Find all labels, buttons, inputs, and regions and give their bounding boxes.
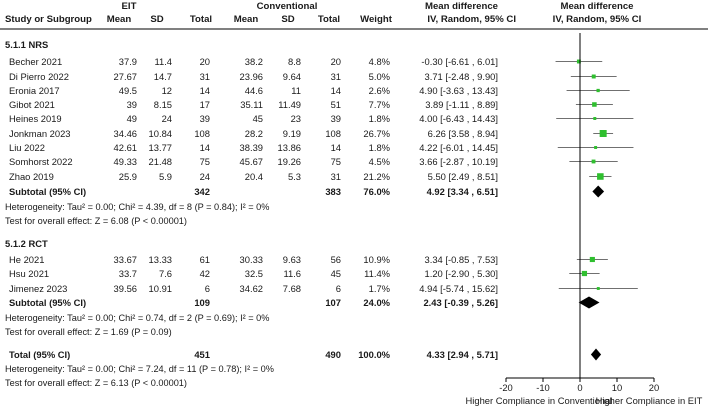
- study-weight: 1.8%: [368, 113, 390, 124]
- conv-sd: 23: [290, 113, 301, 124]
- study-weight: 2.6%: [368, 85, 390, 96]
- study-ci: -0.30 [-6.61 , 6.01]: [421, 56, 498, 67]
- conv-sd: 11.49: [278, 99, 301, 110]
- header-weight: Weight: [360, 14, 392, 25]
- study-weight: 10.9%: [363, 254, 390, 265]
- conv-total: 39: [330, 113, 341, 124]
- eit-total: 17: [199, 99, 210, 110]
- header-study: Study or Subgroup: [5, 14, 92, 25]
- table-row: [9, 156, 498, 167]
- summary-conv-total: 107: [325, 297, 341, 308]
- study-weight: 5.0%: [368, 71, 390, 82]
- conv-sd: 8.8: [287, 56, 301, 67]
- study-ci: 5.50 [2.49 , 8.51]: [427, 171, 498, 182]
- conv-mean: 45: [252, 113, 263, 124]
- summary-label: Total (95% CI): [9, 349, 71, 360]
- study-name: Gibot 2021: [9, 99, 55, 110]
- header-sd-1: SD: [150, 14, 164, 25]
- table-row: [9, 85, 498, 96]
- eit-mean: 34.46: [113, 128, 137, 139]
- summary-eit-total: 109: [194, 297, 210, 308]
- eit-sd: 8.15: [153, 99, 172, 110]
- conv-sd: 9.63: [282, 254, 301, 265]
- conv-mean: 28.2: [244, 128, 263, 139]
- study-weight: 26.7%: [363, 128, 390, 139]
- effect-marker: [590, 257, 595, 262]
- eit-sd: 12: [161, 85, 172, 96]
- study-name: Somhorst 2022: [9, 156, 73, 167]
- conv-sd: 11.6: [283, 268, 301, 279]
- x-tick-label: 10: [611, 382, 623, 393]
- study-ci: 4.94 [-5.74 , 15.62]: [419, 283, 498, 294]
- table-row: [9, 71, 498, 82]
- subgroup-title: 5.1.2 RCT: [5, 238, 48, 249]
- eit-mean: 25.9: [118, 171, 137, 182]
- x-tick-label: -10: [536, 382, 550, 393]
- summary-weight: 24.0%: [363, 297, 390, 308]
- table-row: [9, 171, 498, 182]
- study-ci: 3.89 [-1.11 , 8.89]: [425, 99, 498, 110]
- study-weight: 11.4%: [364, 268, 390, 279]
- conv-mean: 32.5: [244, 268, 263, 279]
- eit-sd: 13.77: [148, 142, 172, 153]
- conv-mean: 44.6: [244, 85, 263, 96]
- header-md-sub-left: IV, Random, 95% CI: [427, 14, 516, 25]
- eit-sd: 7.6: [158, 268, 172, 279]
- heterogeneity-note: Heterogeneity: Tau² = 0.00; Chi² = 0.74, df = 2 (P = 0.69); I² = 0%: [5, 313, 270, 323]
- eit-mean: 49.5: [118, 85, 137, 96]
- subtotal-row: [9, 186, 498, 197]
- header-group1: EIT: [121, 1, 137, 12]
- eit-mean: 27.67: [113, 71, 137, 82]
- x-axis: [466, 33, 703, 406]
- effect-marker: [592, 160, 596, 164]
- study-rows: [5, 39, 498, 388]
- conv-total: 6: [335, 283, 341, 294]
- study-name: Zhao 2019: [9, 171, 54, 182]
- conv-sd: 9.19: [282, 128, 301, 139]
- conv-total: 108: [325, 128, 341, 139]
- table-row: [9, 142, 498, 153]
- conv-total: 14: [330, 85, 341, 96]
- table-row: [9, 128, 498, 139]
- eit-sd: 21.48: [148, 156, 172, 167]
- summary-diamond: [592, 186, 604, 198]
- conv-total: 20: [330, 56, 341, 67]
- summary-ci: 2.43 [-0.39 , 5.26]: [423, 297, 498, 308]
- eit-sd: 24: [161, 113, 172, 124]
- effect-marker: [597, 287, 600, 290]
- table-row: [9, 113, 498, 124]
- overall-effect-note: Test for overall effect: Z = 6.08 (P < 0.00001): [5, 216, 187, 226]
- effect-marker: [594, 146, 597, 149]
- subtotal-row: [9, 297, 498, 308]
- eit-mean: 33.7: [118, 268, 137, 279]
- header-md-title-left: Mean difference: [424, 1, 498, 12]
- eit-total: 14: [199, 142, 210, 153]
- eit-sd: 13.33: [148, 254, 172, 265]
- study-name: Heines 2019: [9, 113, 62, 124]
- eit-sd: 10.84: [148, 128, 172, 139]
- conv-sd: 9.64: [282, 71, 301, 82]
- table-row: [9, 268, 498, 279]
- study-weight: 1.8%: [368, 142, 390, 153]
- study-name: Jimenez 2023: [9, 283, 68, 294]
- conv-mean: 38.39: [239, 142, 263, 153]
- study-ci: 4.22 [-6.01 , 14.45]: [419, 142, 498, 153]
- conv-sd: 5.3: [287, 171, 301, 182]
- conv-mean: 38.2: [244, 56, 263, 67]
- summary-label: Subtotal (95% CI): [9, 186, 87, 197]
- eit-sd: 10.91: [148, 283, 172, 294]
- table-row: [9, 56, 498, 67]
- study-ci: 1.20 [-2.90 , 5.30]: [424, 268, 498, 279]
- eit-sd: 14.7: [153, 71, 172, 82]
- eit-mean: 42.61: [113, 142, 137, 153]
- summary-conv-total: 490: [325, 349, 341, 360]
- study-weight: 4.5%: [368, 156, 390, 167]
- eit-mean: 39.56: [113, 283, 137, 294]
- conv-mean: 34.62: [239, 283, 263, 294]
- eit-total: 14: [199, 85, 210, 96]
- conv-total: 75: [330, 156, 341, 167]
- study-ci: 4.90 [-3.63 , 13.43]: [419, 85, 498, 96]
- header-sd-2: SD: [281, 14, 295, 25]
- effect-marker: [592, 102, 597, 107]
- summary-conv-total: 383: [325, 186, 341, 197]
- effect-marker: [596, 89, 599, 92]
- conv-sd: 13.86: [277, 142, 301, 153]
- study-weight: 21.2%: [363, 171, 390, 182]
- eit-total: 24: [199, 171, 210, 182]
- conv-mean: 30.33: [239, 254, 263, 265]
- effect-marker: [600, 130, 607, 137]
- table-row: [9, 283, 498, 294]
- header-total-1: Total: [189, 14, 213, 25]
- eit-total: 39: [199, 113, 210, 124]
- header-mean-2: Mean: [233, 14, 259, 25]
- heterogeneity-note: Heterogeneity: Tau² = 0.00; Chi² = 4.39, df = 8 (P = 0.84); I² = 0%: [5, 202, 270, 212]
- summary-ci: 4.92 [3.34 , 6.51]: [426, 186, 498, 197]
- study-ci: 3.66 [-2.87 , 10.19]: [419, 156, 498, 167]
- conv-mean: 23.96: [239, 71, 263, 82]
- study-ci: 3.71 [-2.48 , 9.90]: [424, 71, 498, 82]
- study-name: Eronia 2017: [9, 85, 60, 96]
- conv-total: 51: [330, 99, 341, 110]
- eit-sd: 5.9: [158, 171, 172, 182]
- summary-weight: 100.0%: [358, 349, 390, 360]
- eit-mean: 39: [126, 99, 137, 110]
- header-group2: Conventional: [256, 1, 318, 12]
- x-tick-label: -20: [499, 382, 513, 393]
- subgroup-title: 5.1.1 NRS: [5, 39, 49, 50]
- x-tick-label: 0: [577, 382, 583, 393]
- summary-eit-total: 342: [194, 186, 210, 197]
- conv-sd: 11: [291, 85, 301, 96]
- eit-mean: 33.67: [113, 254, 137, 265]
- summary-diamond: [591, 349, 601, 361]
- eit-total: 6: [204, 283, 210, 294]
- study-name: Liu 2022: [9, 142, 45, 153]
- plot-marks: [556, 60, 638, 361]
- table-row: [9, 254, 498, 265]
- x-tick-label: 20: [648, 382, 660, 393]
- eit-mean: 49: [126, 113, 137, 124]
- study-name: Becher 2021: [9, 56, 63, 67]
- study-name: Jonkman 2023: [9, 128, 71, 139]
- eit-total: 31: [199, 71, 210, 82]
- summary-eit-total: 451: [194, 349, 210, 360]
- x-label-left: Higher Compliance in Conventional: [465, 395, 613, 406]
- header-total-2: Total: [317, 14, 341, 25]
- conv-mean: 20.4: [244, 171, 263, 182]
- study-name: Di Pierro 2022: [9, 71, 69, 82]
- effect-marker: [592, 75, 596, 79]
- eit-mean: 49.33: [113, 156, 137, 167]
- effect-marker: [597, 173, 604, 180]
- summary-weight: 76.0%: [363, 186, 390, 197]
- conv-sd: 19.26: [277, 156, 301, 167]
- eit-total: 42: [199, 268, 210, 279]
- header-md-title-right: Mean difference: [560, 1, 634, 12]
- eit-mean: 37.9: [118, 56, 137, 67]
- conv-total: 31: [330, 171, 341, 182]
- eit-total: 108: [194, 128, 210, 139]
- conv-total: 14: [330, 142, 341, 153]
- study-ci: 6.26 [3.58 , 8.94]: [427, 128, 498, 139]
- effect-marker: [582, 271, 587, 276]
- conv-mean: 45.67: [239, 156, 263, 167]
- study-ci: 3.34 [-0.85 , 7.53]: [424, 254, 498, 265]
- total-heterogeneity-note: Heterogeneity: Tau² = 0.00; Chi² = 7.24, df = 11 (P = 0.78); I² = 0%: [5, 364, 274, 374]
- total-row: [9, 349, 498, 360]
- eit-total: 75: [199, 156, 210, 167]
- conv-total: 45: [330, 268, 341, 279]
- header-mean-1: Mean: [106, 14, 132, 25]
- study-weight: 7.7%: [368, 99, 390, 110]
- table-header: [5, 1, 642, 25]
- conv-sd: 7.68: [282, 283, 301, 294]
- eit-total: 20: [199, 56, 210, 67]
- study-weight: 4.8%: [368, 56, 390, 67]
- eit-sd: 11.4: [154, 56, 172, 67]
- conv-total: 56: [330, 254, 341, 265]
- summary-label: Subtotal (95% CI): [9, 297, 87, 308]
- study-ci: 4.00 [-6.43 , 14.43]: [419, 113, 498, 124]
- header-md-sub-right: IV, Random, 95% CI: [552, 14, 642, 25]
- conv-mean: 35.11: [240, 99, 263, 110]
- total-overall-effect-note: Test for overall effect: Z = 6.13 (P < 0.00001): [5, 378, 187, 388]
- overall-effect-note: Test for overall effect: Z = 1.69 (P = 0.09): [5, 327, 172, 337]
- study-weight: 1.7%: [368, 283, 390, 294]
- conv-total: 31: [330, 71, 341, 82]
- summary-diamond: [579, 297, 600, 309]
- effect-marker: [593, 117, 596, 120]
- x-label-right: Higher Compliance in EIT: [595, 395, 703, 406]
- summary-ci: 4.33 [2.94 , 5.71]: [426, 349, 498, 360]
- study-name: Hsu 2021: [9, 268, 50, 279]
- table-row: [9, 99, 498, 110]
- study-name: He 2021: [9, 254, 45, 265]
- eit-total: 61: [199, 254, 210, 265]
